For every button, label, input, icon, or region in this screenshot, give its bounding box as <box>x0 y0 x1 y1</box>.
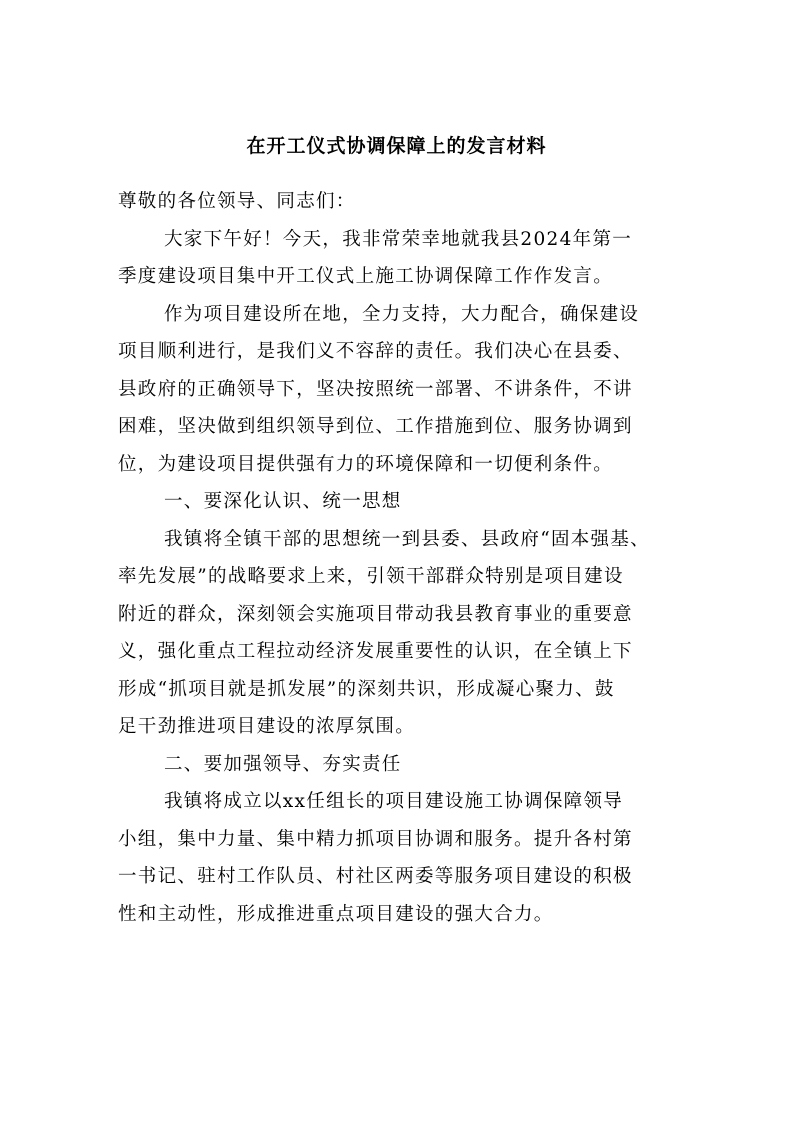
text-line: 足干劲推进项目建设的浓厚氛围。 <box>118 716 416 737</box>
text-line: 大家下午好！今天，我非常荣幸地就我县2024年第一 <box>164 228 633 250</box>
text-line: 性和主动性，形成推进重点项目建设的强大合力。 <box>118 903 554 925</box>
text-line: 项目顺利进行，是我们义不容辞的责任。我们决心在县委、 <box>118 341 633 362</box>
text-line: 我镇将全镇干部的思想统一到县委、县政府“固本强基、 <box>164 528 650 550</box>
document-body <box>118 183 674 933</box>
text-line: 困难，坚决做到组织领导到位、工作措施到位、服务协调到 <box>118 416 633 437</box>
text-line: 位，为建设项目提供强有力的环境保障和一切便利条件。 <box>118 453 614 475</box>
text-line: 形成“抓项目就是抓发展”的深刻共识，形成凝心聚力、鼓 <box>118 678 615 700</box>
text-line: 一书记、驻村工作队员、村社区两委等服务项目建设的积极 <box>118 866 633 887</box>
document-title: 在开工仪式协调保障上的发言材料 <box>246 135 547 157</box>
section-heading: 二、要加强领导、夯实责任 <box>164 753 402 775</box>
text-line: 小组，集中力量、集中精力抓项目协调和服务。提升各村第 <box>118 828 633 850</box>
text-line: 县政府的正确领导下，坚决按照统一部署、不讲条件，不讲 <box>118 378 633 400</box>
text-line: 率先发展”的战略要求上来，引领干部群众特别是项目建设 <box>118 566 624 587</box>
text-line: 我镇将成立以xx任组长的项目建设施工协调保障领导 <box>164 791 624 812</box>
text-line: 作为项目建设所在地，全力支持，大力配合，确保建设 <box>164 303 640 325</box>
text-line: 尊敬的各位领导、同志们： <box>118 191 356 212</box>
section-heading: 一、要深化认识、统一思想 <box>164 491 402 512</box>
text-line: 季度建设项目集中开工仪式上施工协调保障工作作发言。 <box>118 266 614 287</box>
text-line: 附近的群众，深刻领会实施项目带动我县教育事业的重要意 <box>118 603 633 625</box>
text-line: 义，强化重点工程拉动经济发展重要性的认识，在全镇上下 <box>118 641 633 662</box>
